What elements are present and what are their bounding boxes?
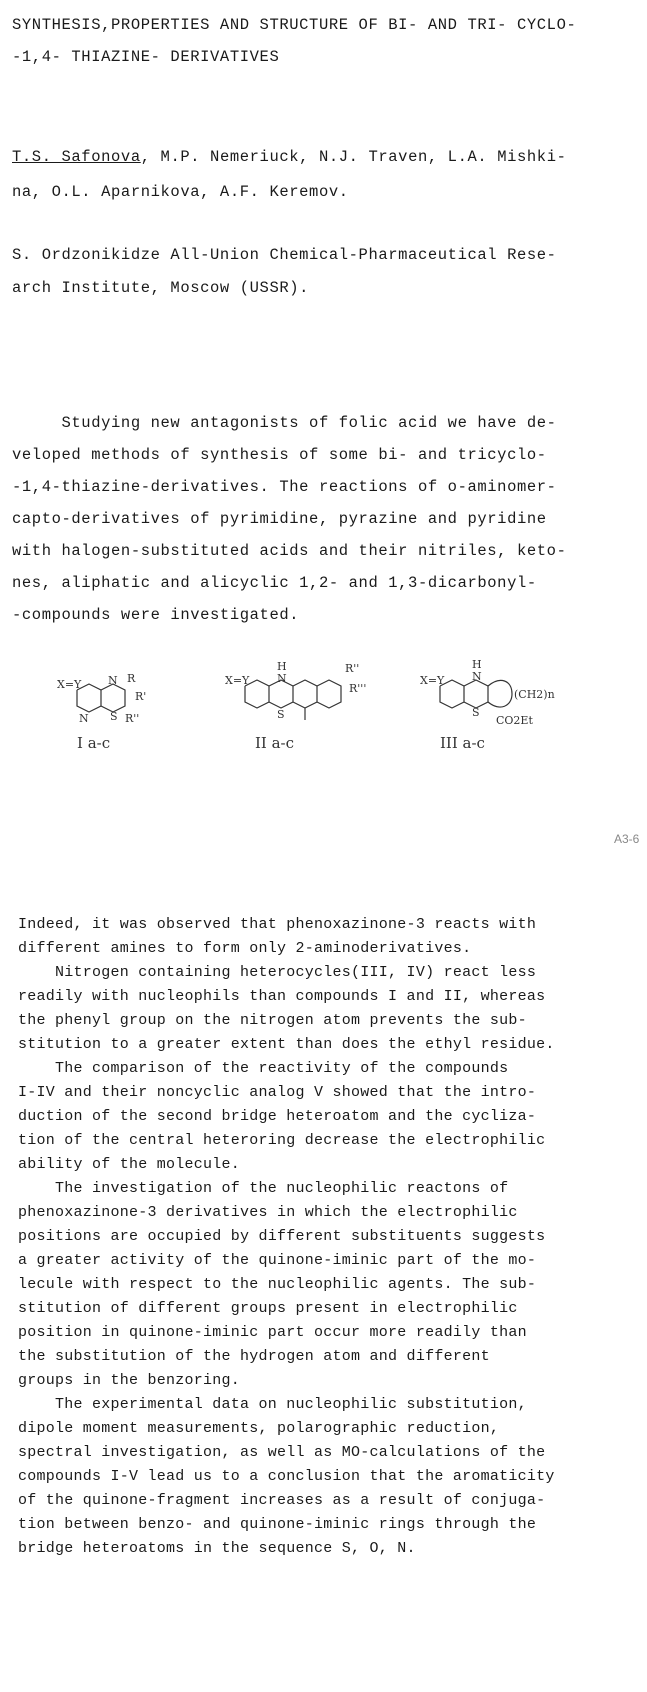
body-line: The investigation of the nucleophilic reactons of	[18, 1180, 509, 1197]
page-code: A3-6	[614, 832, 640, 846]
structure-1-label: I a-c	[77, 734, 111, 752]
structure-3-drawing	[420, 650, 590, 740]
structure-3-ch2n: (CH2)n	[514, 688, 555, 701]
abstract-line: -compounds were investigated.	[12, 606, 300, 624]
body-line: spectral investigation, as well as MO-calculations of the	[18, 1444, 546, 1461]
body-line: duction of the second bridge heteroatom and the cycliza-	[18, 1108, 537, 1125]
body-line: a greater activity of the quinone-iminic part of the mo-	[18, 1252, 537, 1269]
authors-line-1	[12, 148, 567, 166]
body-line: Indeed, it was observed that phenoxazinone-3 reacts with	[18, 916, 537, 933]
body-line: positions are occupied by different substituents suggests	[18, 1228, 546, 1245]
body-line: compounds I-V lead us to a conclusion that the aromaticity	[18, 1468, 555, 1485]
body-line: tion of the central heteroring decrease the electrophilic	[18, 1132, 546, 1149]
body-line: position in quinone-iminic part occur more readily than	[18, 1324, 527, 1341]
abstract-line: nes, aliphatic and alicyclic 1,2- and 1,3-dicarbonyl-	[12, 574, 537, 592]
structure-1-r1: R'	[135, 690, 147, 703]
affiliation-line-1: S. Ordzonikidze All-Union Chemical-Pharmaceutical Rese-	[12, 246, 557, 264]
body-line: Nitrogen containing heterocycles(III, IV) react less	[18, 964, 537, 981]
structure-1-r2: R''	[125, 712, 140, 725]
body-line: of the quinone-fragment increases as a result of conjuga-	[18, 1492, 546, 1509]
authors-line-2: na, O.L. Aparnikova, A.F. Keremov.	[12, 183, 349, 201]
body-line: The experimental data on nucleophilic substitution,	[18, 1396, 527, 1413]
structure-2-xy: X=Y	[225, 674, 250, 687]
structure-2-r2: R''	[345, 662, 360, 675]
body-line: The comparison of the reactivity of the compounds	[18, 1060, 509, 1077]
structure-2-label: II a-c	[255, 734, 295, 752]
structure-3-n: N	[472, 670, 482, 683]
structure-2-n: N	[277, 672, 287, 685]
title-line-2: -1,4- THIAZINE- DERIVATIVES	[12, 48, 280, 66]
structure-1-drawing	[55, 668, 185, 738]
structure-2	[225, 650, 385, 752]
body-line: lecule with respect to the nucleophilic agents. The sub-	[18, 1276, 537, 1293]
abstract-line: Studying new antagonists of folic acid we have de-	[12, 414, 557, 432]
abstract-line: -1,4-thiazine-derivatives. The reactions of o-aminomer-	[12, 478, 557, 496]
structure-1-xy: X=Y	[57, 678, 82, 691]
structure-1-n-lower: N	[79, 712, 89, 725]
structure-1-r: R	[127, 672, 136, 685]
structure-3-s: S	[472, 706, 480, 719]
first-author: T.S. Safonova	[12, 148, 141, 166]
structure-1-n: N	[108, 674, 118, 687]
structure-3-label: III a-c	[440, 734, 485, 752]
body-line: stitution to a greater extent than does the ethyl residue.	[18, 1036, 555, 1053]
structure-3-co2et: CO2Et	[496, 714, 533, 727]
body-line: the substitution of the hydrogen atom and different	[18, 1348, 490, 1365]
body-line: ability of the molecule.	[18, 1156, 241, 1173]
body-line: bridge heteroatoms in the sequence S, O, N.	[18, 1540, 416, 1557]
structure-2-drawing	[225, 650, 385, 740]
structure-1	[55, 668, 185, 752]
structure-3	[420, 650, 590, 752]
abstract-line: veloped methods of synthesis of some bi- and tricyclo-	[12, 446, 547, 464]
body-line: tion between benzo- and quinone-iminic rings through the	[18, 1516, 537, 1533]
body-line: groups in the benzoring.	[18, 1372, 241, 1389]
body-line: phenoxazinone-3 derivatives in which the electrophilic	[18, 1204, 518, 1221]
body-line: stitution of different groups present in electrophilic	[18, 1300, 518, 1317]
affiliation-line-2: arch Institute, Moscow (USSR).	[12, 279, 310, 297]
structure-2-h: H	[277, 660, 287, 673]
body-line: dipole moment measurements, polarographic reduction,	[18, 1420, 500, 1437]
abstract-line: capto-derivatives of pyrimidine, pyrazine and pyridine	[12, 510, 547, 528]
body-line: the phenyl group on the nitrogen atom prevents the sub-	[18, 1012, 527, 1029]
structure-2-r3: R'''	[349, 682, 367, 695]
authors-rest: , M.P. Nemeriuck, N.J. Traven, L.A. Mishki-	[140, 148, 567, 166]
structure-3-h: H	[472, 658, 482, 671]
body-line: readily with nucleophils than compounds I and II, whereas	[18, 988, 546, 1005]
body-line: I-IV and their noncyclic analog V showed that the intro-	[18, 1084, 537, 1101]
body-line: different amines to form only 2-aminoderivatives.	[18, 940, 472, 957]
title-line-1: SYNTHESIS,PROPERTIES AND STRUCTURE OF BI- AND TRI- CYCLO-	[12, 16, 577, 34]
abstract-line: with halogen-substituted acids and their nitriles, keto-	[12, 542, 567, 560]
structure-2-s: S	[277, 708, 285, 721]
structure-3-xy: X=Y	[420, 674, 445, 687]
structure-1-s: S	[110, 710, 118, 723]
